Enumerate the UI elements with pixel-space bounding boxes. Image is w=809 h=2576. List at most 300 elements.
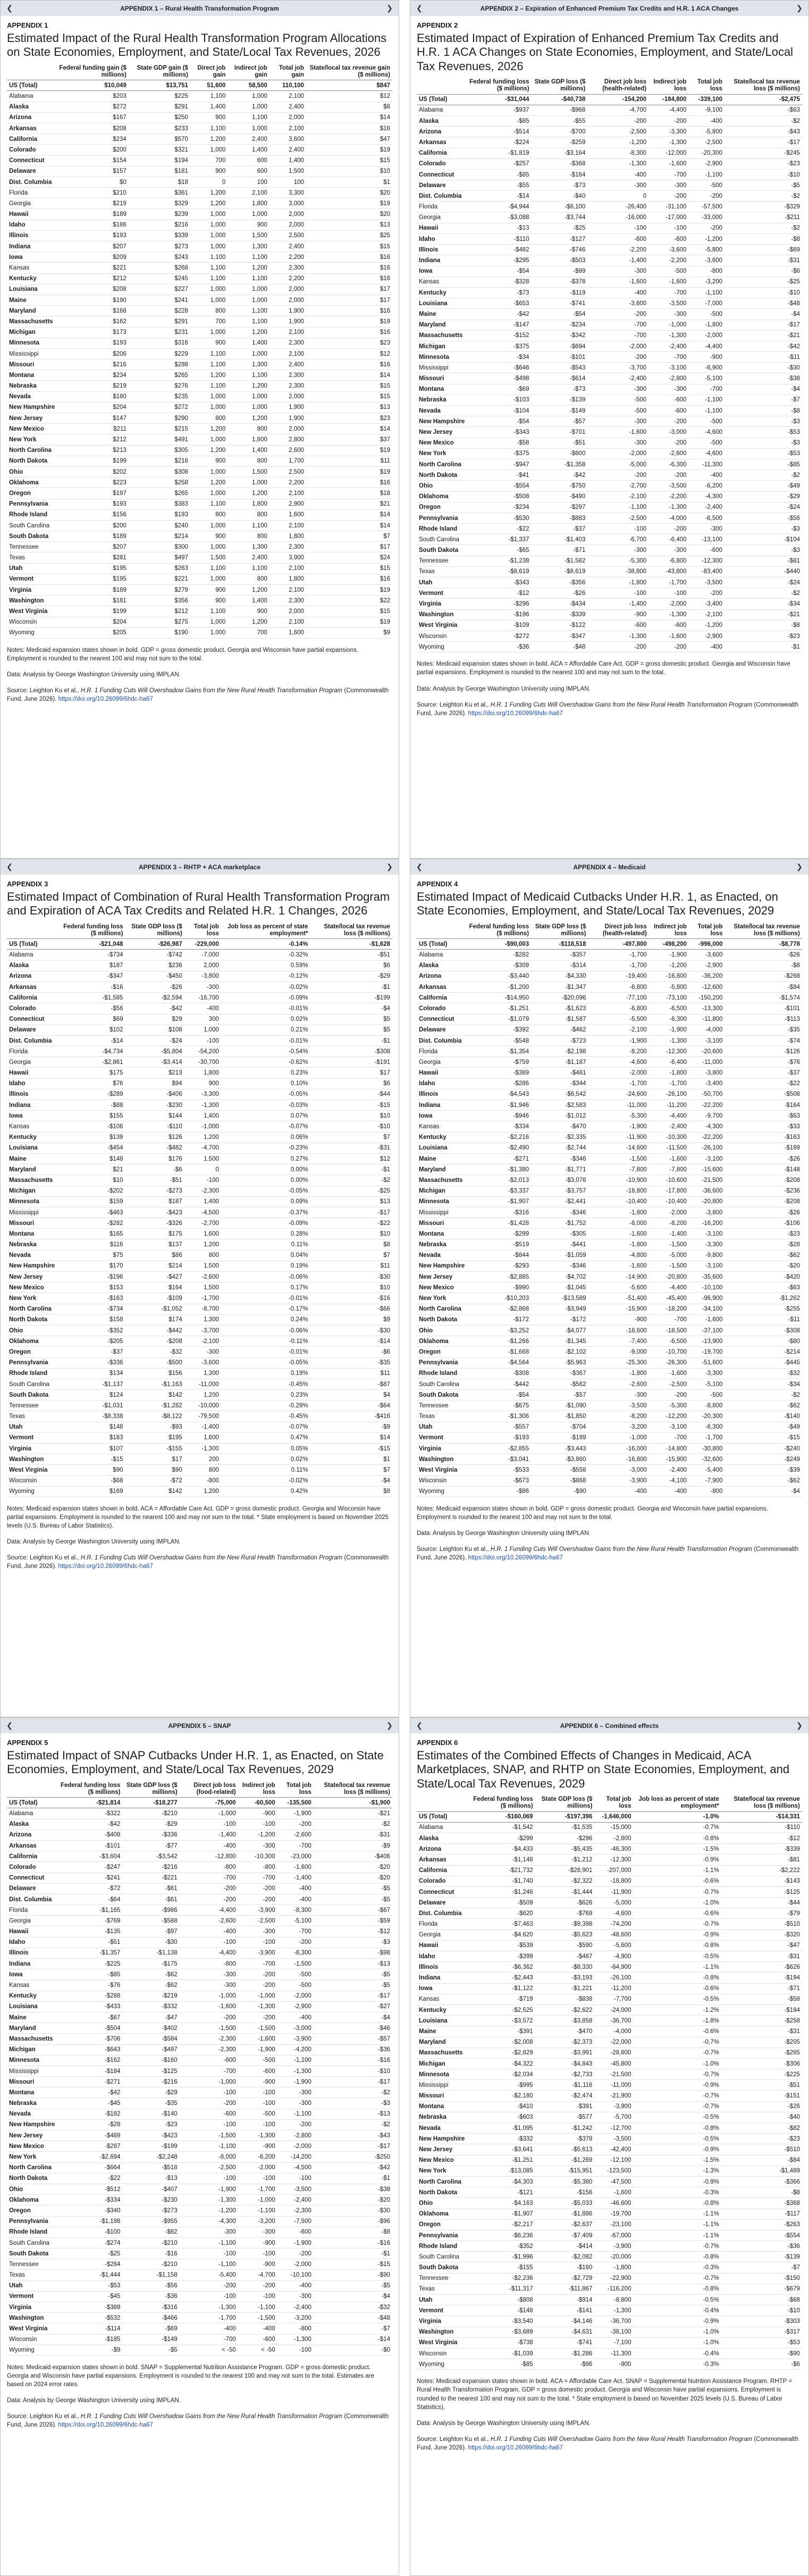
table-cell: 2,200 [269,273,306,284]
table-cell: -6,400 [648,534,688,545]
table-cell: -3,000 [277,2023,314,2034]
table-cell: 1,300 [227,241,269,252]
table-cell: -$2 [314,2087,392,2098]
table-cell: -12,300 [594,1855,633,1865]
table-cell: 1,200 [190,445,228,456]
table-cell: -$42 [314,2162,392,2173]
table-cell: -$42 [125,1003,184,1014]
chevron-left-icon[interactable]: ❮ [6,1721,13,1730]
table-cell: -$219 [122,1991,179,2001]
table-cell: -$55 [532,115,588,126]
table-cell: -1.3% [633,2166,721,2176]
table-cell: -$995 [467,2080,535,2091]
table-cell: -$1 [310,1035,392,1046]
table-row [417,993,802,1003]
table-cell: -$1,428 [467,1218,531,1229]
table-cell: -3,300 [648,127,688,137]
table-cell: -12,600 [689,981,725,992]
table-row [7,1894,392,1904]
state-name: Alabama [417,105,467,115]
table-cell: -$1,306 [467,1411,531,1422]
source-prefix: Source: Leighton Ku et al., [417,701,491,708]
table-cell: -$15,951 [535,2166,595,2176]
table-cell: -$3,689 [467,2327,535,2337]
table-cell: -$420 [725,1272,802,1282]
table-cell: -1,700 [689,1432,725,1443]
state-name: New York [7,1293,57,1304]
table-cell: -$3,641 [467,2144,535,2155]
table-row [417,1282,802,1293]
table-cell: $197 [57,488,129,499]
table-cell: -1,200 [688,620,724,631]
table-cell: 1,500 [190,552,228,563]
table-cell: 1,200 [190,477,228,488]
table-cell: 1,300 [184,1368,221,1379]
table-cell: $10,049 [57,80,129,91]
table-row [417,2026,802,2037]
table-cell: -0.7% [633,2091,721,2101]
table-cell: -$346 [531,1261,588,1271]
source-doi-link[interactable]: https://doi.org/10.26099/6hdc-ha67 [58,1563,153,1570]
table-cell: 3,600 [269,134,306,145]
table-cell: -$2,082 [535,2252,595,2262]
table-cell: 1,200 [190,198,228,209]
table-cell: -$33 [725,1121,802,1132]
table-cell: 3,000 [269,198,306,209]
table-cell: -1,300 [184,1444,221,1454]
table-cell: -$1,996 [467,2252,535,2262]
table-cell: -$17 [314,2141,392,2152]
table-row [417,2241,802,2252]
table-cell: -$1,158 [122,2270,179,2280]
table-row [7,1883,392,1894]
source-prefix: Source: Leighton Ku et al., [417,1546,491,1553]
table-cell: -900 [688,352,724,363]
source-doi-link[interactable]: https://doi.org/10.26099/6hdc-ha67 [468,710,563,717]
table-cell: $22 [306,595,392,606]
table-cell: -$1,282 [125,1400,184,1411]
table-cell: -$5 [314,1969,392,1980]
source-prefix: Source: Leighton Ku et al., [417,2436,491,2443]
table-cell: -$42 [467,309,531,320]
table-cell: 900 [190,585,228,595]
appendix-bar-title: APPENDIX 6 – Combined effects [560,1722,659,1730]
data-note: Data: Analysis by George Washington University using IMPLAN. [7,2397,181,2404]
table-cell: -3,700 [587,363,648,373]
table-cell: -$118,518 [531,939,588,950]
table-cell: -2,800 [277,2130,314,2141]
table-cell: -$352 [467,2241,535,2252]
table-cell: -$117 [721,2209,802,2219]
table-cell: 1,200 [227,381,269,391]
table-cell: -3,100 [649,1422,689,1432]
table-cell: $10 [310,1229,392,1239]
source-doi-link[interactable]: https://doi.org/10.26099/6hdc-ha67 [58,2422,153,2429]
table-cell: -64,900 [594,1962,633,1973]
table-cell: -$6 [310,1347,392,1357]
table-cell: -$340 [57,2205,122,2216]
table-cell: -400 [587,287,648,298]
column-header: Indirect job gain [227,64,269,80]
table-cell: -$738 [467,2337,535,2348]
table-cell: -$1,585 [57,993,125,1003]
appendix-body [1,875,399,1584]
table-cell: -$121 [467,2187,535,2198]
table-cell: -2,700 [587,481,648,491]
table-cell: -$2,594 [125,993,184,1003]
chevron-right-icon[interactable]: ❯ [386,1721,393,1730]
table-cell: -$85 [724,459,802,469]
table-cell: -5,100 [688,373,724,384]
table-cell: -$317 [721,2327,802,2337]
table-cell: -10,400 [649,1196,689,1207]
table-cell: -$47 [122,2012,179,2023]
table-cell: -$2,490 [467,1143,531,1153]
table-cell: -$914 [535,2295,595,2305]
table-cell: -0.02% [221,1475,310,1486]
table-cell: -$309 [467,960,531,971]
state-name: North Carolina [417,2176,467,2187]
table-cell: -$175 [122,1959,179,1969]
table-cell: $186 [57,220,129,230]
table-cell: -46,300 [594,1844,633,1855]
table-cell: -$1,221 [535,1983,595,1994]
table-row [417,470,802,481]
state-name: Nevada [7,1250,57,1261]
appendix-title: Estimated Impact of Medicaid Cutbacks Under H.R. 1, as Enacted, on State Economies, Employment, and State/Local Tax Revenues, 2029 [417,890,778,918]
chevron-left-icon[interactable]: ❮ [416,1721,423,1730]
table-cell: -$445 [725,1357,802,1368]
table-cell: -3,000 [588,1465,649,1475]
table-row [7,563,392,574]
table-cell: -$53 [724,448,802,459]
table-cell: -5,000 [594,1898,633,1908]
state-name: Florida [7,1046,57,1057]
table-cell: 0.05% [221,1444,310,1454]
source-doi-link[interactable]: https://doi.org/10.26099/6hdc-ha67 [468,2444,563,2451]
appendix-panel-6 [410,1717,809,2576]
chevron-left-icon[interactable]: ❮ [416,4,423,12]
table-cell: 1,200 [227,488,269,499]
table-cell: -$299 [467,1229,531,1239]
table-cell: 1,000 [190,617,228,627]
table-cell: -$15 [310,1444,392,1454]
source-doi-link[interactable]: https://doi.org/10.26099/6hdc-ha67 [58,696,153,703]
state-name: Idaho [7,220,57,230]
table-cell: -700 [277,1926,314,1937]
state-name: Oklahoma [417,1336,467,1347]
table-cell: 1,100 [190,381,228,391]
table-cell: -$543 [532,363,588,373]
table-cell: 1,200 [184,1486,221,1497]
table-row [7,466,392,477]
source-suffix: (Commonwealth Fund, June 2026). [417,701,799,717]
table-cell: 2,100 [269,91,306,102]
table-cell: 2,400 [227,134,269,145]
table-cell: 1,600 [184,1229,221,1239]
table-cell: -$463 [57,1207,125,1218]
state-name: US (Total) [7,1798,57,1808]
state-name: Wisconsin [7,617,57,627]
table-row [7,1400,392,1411]
state-name: Virginia [417,2316,467,2327]
table-cell: 2,400 [269,241,306,252]
table-cell: 800 [227,509,269,520]
table-cell: -$210 [122,2237,179,2248]
table-cell: -300 [180,1980,238,1991]
table-cell: -100 [277,2173,314,2184]
table-cell: 1,000 [227,91,269,102]
table-row [417,1229,802,1239]
table-row [7,1293,392,1304]
table-cell: 2,000 [269,606,306,617]
table-cell: $124 [57,1390,125,1400]
table-cell: -$554 [467,481,531,491]
table-cell: -$9,398 [535,1919,595,1929]
table-cell: -$4,543 [467,1089,531,1100]
state-name: Nevada [417,406,467,416]
table-cell: -$40 [532,191,588,202]
table-cell: $235 [129,391,190,402]
table-cell: $157 [57,166,129,177]
source-doi-link[interactable]: https://doi.org/10.26099/6hdc-ha67 [468,1555,563,1562]
table-header-row [417,1795,802,1811]
table-row [7,1078,392,1089]
appendix-table [7,1781,392,2356]
table-cell: -$57 [314,2034,392,2044]
state-name: Washington [417,1454,467,1465]
table-cell: $321 [129,145,190,155]
column-header: Job loss as percent of state employment* [633,1795,721,1811]
table-cell: -$37 [57,1347,125,1357]
table-cell: -300 [180,2227,238,2237]
table-cell: -200 [648,191,688,202]
table-cell: -$1,266 [467,1336,531,1347]
table-row [417,2123,802,2134]
table-cell: -$489 [57,2130,122,2141]
table-cell: -$955 [122,2216,179,2227]
table-cell: -19,400 [588,971,649,981]
table-cell: -$8,619 [532,566,588,577]
table-row [417,2262,802,2273]
table-cell: -$296 [467,599,531,609]
table-cell: -$4 [725,1486,802,1497]
state-name: Utah [7,563,57,574]
table-cell: -$3,440 [467,971,531,981]
table-cell: -2,500 [688,137,724,148]
state-name: Florida [7,188,57,198]
table-cell: -2,900 [689,960,725,971]
chevron-left-icon[interactable]: ❮ [6,4,13,12]
table-cell: -2,600 [184,1272,221,1282]
table-row [417,2230,802,2241]
table-cell: -$2,322 [535,1876,595,1886]
table-cell: $10 [57,1175,125,1186]
table-cell: 1,000 [190,241,228,252]
table-cell: -$49 [725,1422,802,1432]
chevron-right-icon[interactable]: ❯ [386,862,393,871]
table-cell: -0.54% [221,1046,310,1057]
state-name: Dist. Columbia [7,177,57,187]
column-header: State GDP gain ($ millions) [129,64,190,80]
state-name: Alabama [417,950,467,960]
table-cell: $216 [57,359,129,370]
table-cell: $19 [306,145,392,155]
table-cell: -$6,362 [467,1962,535,1973]
state-name: West Virginia [417,620,467,631]
chevron-left-icon[interactable]: ❮ [6,862,13,871]
table-cell: 2,500 [269,230,306,241]
table-cell: -$13 [314,1959,392,1969]
table-cell: 1,100 [190,499,228,509]
table-cell: $148 [57,1153,125,1164]
table-cell: -100 [180,2248,238,2259]
table-cell: -$284 [57,2259,122,2270]
table-cell: -1.5% [633,2155,721,2166]
table-cell: -$336 [122,1830,179,1840]
table-cell: 0.19% [221,1261,310,1271]
table-cell: 2,500 [269,466,306,477]
table-cell: 2,000 [269,209,306,220]
chevron-right-icon[interactable]: ❯ [796,1721,803,1730]
data-note: Data: Analysis by George Washington University using IMPLAN. [417,685,591,692]
table-row [417,2305,802,2316]
table-cell: -$11 [724,352,802,363]
table-cell: 1,000 [190,209,228,220]
state-name: New York [7,434,57,445]
state-name: South Dakota [417,2262,467,2273]
table-cell: -$600 [532,448,588,459]
table-cell: -13,300 [689,1003,725,1014]
table-cell: -1,700 [588,1078,649,1089]
table-row [7,456,392,466]
table-cell: -$72 [125,1475,184,1486]
table-cell: -0.17% [221,1304,310,1314]
table-row [7,2109,392,2119]
table-cell: -$1,212 [535,1855,595,1865]
table-cell: $265 [129,370,190,381]
table-cell: $195 [57,563,129,574]
table-cell: $21 [57,1164,125,1175]
table-cell: -$10 [310,1121,392,1132]
table-cell: 0.42% [221,1486,310,1497]
table-cell: -$38 [724,373,802,384]
table-cell: -$6,542 [531,1089,588,1100]
table-cell: -$3,193 [535,1973,595,1983]
table-cell: -1,300 [648,609,688,620]
table-cell: $94 [125,1078,184,1089]
table-cell: -1,000 [648,320,688,330]
state-name: Illinois [7,1089,57,1100]
table-cell: -45,400 [649,1293,689,1304]
table-cell: -1,600 [649,1368,689,1379]
chevron-right-icon[interactable]: ❯ [386,4,393,12]
chevron-left-icon[interactable]: ❮ [416,862,423,871]
table-cell: 1,400 [190,102,228,112]
table-cell: $158 [57,1314,125,1325]
table-cell: -$1,444 [535,1886,595,1897]
table-cell: -$3,337 [467,1186,531,1196]
table-cell: -14,800 [649,1444,689,1454]
appendix-navbar [410,1717,808,1733]
table-cell: 1,400 [227,595,269,606]
table-cell: -$512 [57,2184,122,2194]
appendix-body [410,875,808,1575]
table-cell: -$214 [725,1347,802,1357]
table-cell: -48,600 [594,1929,633,1940]
table-row [417,1475,802,1486]
table-cell: -$303 [721,2316,802,2327]
table-row [7,488,392,499]
state-name: Ohio [7,1325,57,1336]
table-cell: $19 [306,316,392,327]
state-name: Kansas [7,263,57,273]
state-name: Rhode Island [7,1368,57,1379]
table-cell: 1,200 [190,424,228,434]
state-name: Massachusetts [7,2034,57,2044]
table-cell: $209 [57,252,129,263]
table-row [417,1962,802,1973]
state-name: New Jersey [417,427,467,438]
table-cell: 1,000 [184,1025,221,1035]
table-cell: $305 [129,445,190,456]
state-name: Alaska [7,960,57,971]
table-cell: 110,100 [269,80,306,91]
table-row [7,542,392,552]
table-cell: 0.00% [221,1175,310,1186]
table-cell: 1,000 [227,209,269,220]
chevron-right-icon[interactable]: ❯ [796,862,803,871]
table-cell: -100 [184,1175,221,1186]
table-row [7,263,392,273]
state-name: Massachusetts [417,330,467,341]
table-cell: -$32 [125,1347,184,1357]
table-cell: -$7,409 [535,2230,595,2241]
table-cell: -4,400 [649,1111,689,1121]
table-cell: -100 [238,2119,277,2130]
column-header: State GDP loss ($ millions) [535,1795,595,1811]
state-name: Kentucky [7,273,57,284]
state-name: Louisiana [7,2001,57,2012]
table-cell: -$734 [57,950,125,960]
table-cell: $16 [306,477,392,488]
table-cell: -$2 [724,223,802,233]
column-header: Federal funding loss ($ millions) [467,1795,535,1811]
table-cell: -18,600 [588,1325,649,1336]
table-row [7,1164,392,1175]
appendix-label: APPENDIX 2 [417,21,458,29]
table-cell: $272 [57,102,129,112]
table-cell: -$216 [122,2077,179,2087]
state-name: Washington [417,2327,467,2337]
table-cell: -$2,102 [531,1347,588,1357]
table-cell: -400 [180,1926,238,1937]
table-row [417,1121,802,1132]
table-cell: -$101 [725,1003,802,1014]
chevron-right-icon[interactable]: ❯ [796,4,803,12]
table-cell: -16,800 [588,1454,649,1465]
table-cell: -$7,463 [467,1919,535,1929]
table-cell: -8,800 [689,1400,725,1411]
table-cell: -200 [688,588,724,599]
state-name: New York [417,1293,467,1304]
column-header [7,64,57,80]
table-cell: $17 [306,295,392,305]
table-row [7,316,392,327]
table-cell: -$273 [125,1186,184,1196]
table-cell: -$2,216 [467,1132,531,1143]
table-cell: -26,100 [594,1973,633,1983]
